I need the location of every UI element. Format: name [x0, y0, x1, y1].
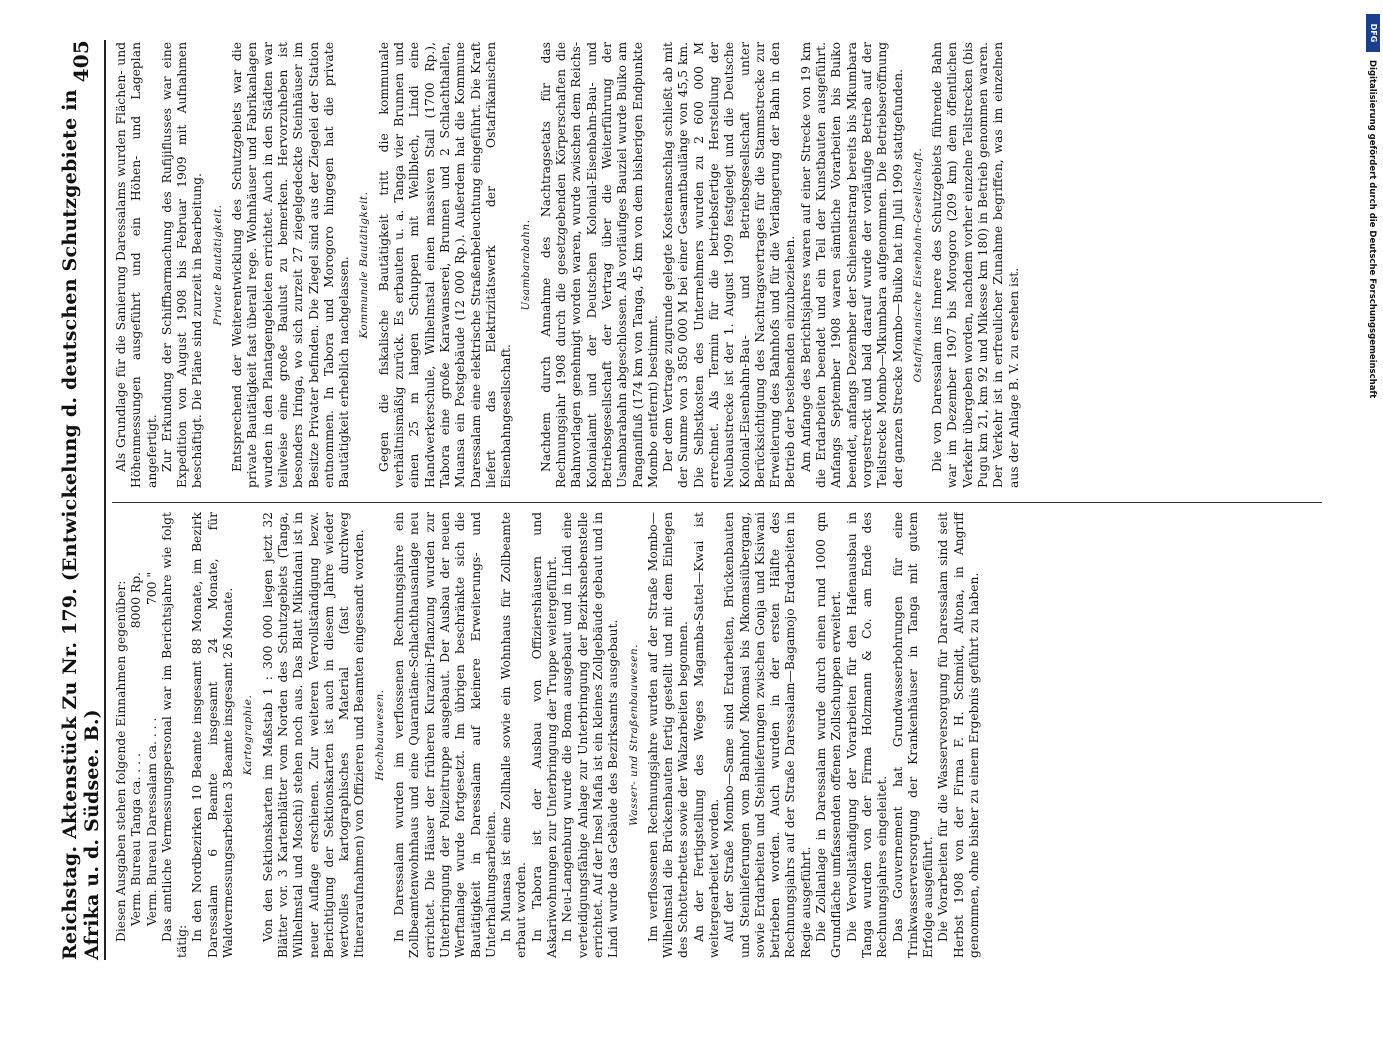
- paragraph: Zur Erkundung der Schiffbarmachung des Rufijiflusses war eine Expedition von August 1908 bis Februar 1909 mit Aufnahmen beschäftigt. Die Pläne sind zurzeit in Bearbeitung.: [159, 42, 205, 488]
- paragraph: Am Anfange des Berichtsjahres waren auf einer Strecke von 19 km die Erdarbeiten beendet und ein Teil der Kunstbauten ausgeführt. Anfangs September 1908 waren sämtliche Vorarbeiten bis Buiko beendet, anfangs Dezember der Schienenstrang bereits bis Mkumbara vorgestreckt und bald darauf wurde der vorläufige Betrieb auf der Teilstrecke Mombo—Mkumbara aufgenommen. Die Betriebseröffnung der ganzen Strecke Mombo—Buiko hat im Juli 1909 stattgefunden.: [798, 42, 905, 488]
- paragraph: Die Vorarbeiten für die Wasserversorgung für Daressalam sind seit Herbst 1908 von der Firma F. H. Schmidt, Altona, in Angriff genommen, ohne bisher zu einem Ergebnis geführt zu haben.: [936, 512, 982, 958]
- paragraph: Die von Daressalam ins Innere des Schutzgebiets führende Bahn war im Dezember 1907 bis Morogoro (209 km) dem öffentlichen Verkehr übergeben worden, nachdem vorher einzelne Teilstrecken (bis Pugu km 21, km 92 und Mikesse km 180) in Betrieb genommen waren. Der Verkehr ist in erfreulicher Zunahme begriffen, was im einzelnen aus der Anlage B. V. zu ersehen ist.: [930, 42, 1021, 488]
- paragraph: Nachdem durch Annahme des Nachtragsetats für das Rechnungsjahr 1908 durch die gesetzgebenden Körperschaften die Bahnvorlagen genehmigt worden waren, wurde zwischen dem Reichs-Kolonialamt und der Deutschen Kolonial-Eisenbahn-Bau- und Betriebsgesellschaft der Vertrag über die Weiterführung der Usambarabahn abgeschlossen. Als vorläufiges Bauziel wurde Buiko am Panganifluß (174 km von Tanga, 45 km von dem bisherigen Endpunkte Mombo entfernt) bestimmt.: [538, 42, 660, 488]
- paragraph: Das amtliche Vermessungspersonal war im Berichtsjahre wie folgt tätig:: [159, 512, 190, 958]
- section-heading: Ostafrikanische Eisenbahn-Gesellschaft.: [911, 147, 924, 383]
- right-column: [114, 42, 1344, 488]
- paragraph: Von den Sektionskarten im Maßstab 1 : 300 000 liegen jetzt 32 Blätter vor. 3 Kartenblätter vom Norden des Schutzgebiets (Tanga, Wilhelmstal und Moschi) stehen noch aus. Das Blatt Mikindani ist in neuer Auflage erschienen. Zur weiteren Vervollständigung bezw. Berichtigung der Sektionskarten ist auch in diesem Jahre wieder wertvolles kartographisches Material (fast durchweg Itineraraufnahmen) von Offizieren und Beamten eingesandt worden.: [260, 512, 367, 958]
- paragraph: In Daressalam wurden im verflossenen Rechnungsjahre ein Zollbeamtenwohnhaus und eine Quarantäne-Schlachthausanlage neu errichtet. Die Häuser der früheren Kurazini-Pflanzung wurden zur Unterbringung der Polizeitruppe ausgebaut. Der Ausbau der neuen Werftanlage wurde fortgesetzt. Im übrigen beschränkte sich die Bautätigkeit in Daressalam auf kleinere Erweiterungs- und Unterhaltungsarbeiten.: [392, 512, 498, 958]
- paragraph: An der Fertigstellung des Weges Magamba-Sattel—Kwai ist weitergearbeitet worden.: [691, 512, 721, 958]
- section-heading: Wasser- und Straßenbauwesen.: [627, 644, 640, 826]
- income-value: 8000 Rp.: [129, 572, 144, 629]
- paragraph: In Muansa ist eine Zollhalle sowie ein Wohnhaus für Zollbeamte erbaut worden.: [499, 512, 529, 958]
- column-separator: [112, 502, 1322, 503]
- paragraph: Entsprechend der Weiterentwicklung des Schutzgebiets war die private Bautätigkeit fast überall rege. Wohnhäuser und Fabrikanlagen wurden in den Plantagengebieten errichtet. Auch in den Städten war teilweise eine große Baulust zu bemerken. Hervorzuheben ist besonders Iringa, wo sich zurzeit 27 ziegelgedeckte Steinhäuser im Besitze Privater befinden. Die Ziegel sind aus der Ziegelei der Station entnommen. In Tabora und Morogoro hingegen hat die private Bautätigkeit erheblich nachgelassen.: [230, 42, 352, 488]
- paragraph: Im verflossenen Rechnungsjahre wurden auf der Straße Mombo—Wilhelmstal die Brückenbauten fertig gestellt und mit dem Einlegen des Schotterbettes sowie der Walzarbeiten begonnen.: [645, 512, 691, 958]
- section-heading: Kartographie.: [242, 694, 255, 776]
- income-row: [129, 512, 144, 958]
- paragraph: In Tabora ist der Ausbau von Offiziershäusern und Askariwohnungen zur Unterbringung der Truppe weitergeführt.: [529, 512, 560, 958]
- section-heading: Hochbauwesen.: [373, 689, 386, 781]
- digitization-credit: [1365, 12, 1379, 992]
- paragraph: Der dem Vertrage zugrunde gelegte Kostenanschlag schließt ab mit der Summe von 3 850 000 M bei einer Gesamtbaulänge von 45,5 km. Die Selbstkosten des Unternehmers wurden zu 2 600 000 M errechnet. Als Termin für die betriebsfertige Herstellung der Neubaustrecke ist der 1. August 1909 festgelegt und die Deutsche Kolonial-Eisenbahn-Bau- und Betriebsgesellschaft unter Berücksichtigung des Nachtragsvertrages für die Stammstrecke zur Erweiterung des Bahnhofs und für die Verlängerung der Bahn in den Betrieb der bestehenden einzubeziehen.: [661, 42, 798, 488]
- running-header: [58, 40, 104, 960]
- page-number: 405: [69, 40, 93, 83]
- left-column: [114, 512, 1344, 958]
- paragraph: In den Nordbezirken 10 Beamte insgesamt 88 Monate, im Bezirk Daressalam 6 Beamte insgesamt 24 Monate, für Waldvermessungsarbeiten 3 Beamte insgesamt 26 Monate.: [190, 512, 236, 958]
- section-heading: Usambarabahn.: [520, 219, 533, 311]
- paragraph: Die Vervollständigung der Vorarbeiten für den Hafenausbau in Tanga wurden von der Firma Holzmann & Co. am Ende des Rechnungsjahres eingeleitet.: [844, 512, 890, 958]
- paragraph: Das Gouvernement hat Grundwasserbohrungen für eine Trinkwasserversorgung der Krankenhäuser in Tanga mit gutem Erfolge ausgeführt.: [890, 512, 936, 958]
- paragraph: Die Zollanlage in Daressalam wurde durch einen rund 1000 qm Grundfläche umfassenden offenen Zollschuppen erweitert.: [814, 512, 844, 958]
- income-value: 700 ": [144, 572, 159, 606]
- paragraph: In Neu-Langenburg wurde die Boma ausgebaut und in Lindi eine verteidigungsfähige Anlage zur Unterbringung der Bezirksnebenstelle errichtet. Auf der Insel Mafia ist ein kleines Zollgebäude gebaut und in Lindi wurde das Gebäude des Bezirksamts ausgebaut.: [560, 512, 621, 958]
- section-heading: Private Bautätigkeit.: [211, 204, 224, 326]
- credit-text: Digitalisierung gefördert durch die Deutsche Forschungsgemeinschaft: [1367, 60, 1377, 399]
- paragraph: Als Grundlage für die Sanierung Daressalams wurden Flächen- und Höhenmessungen ausgeführt und ein Höhen- und Lageplan angefertigt.: [114, 42, 159, 488]
- dfg-logo-text: DFG: [1369, 23, 1378, 43]
- paragraph: Auf der Straße Mombo—Same sind Erdarbeiten, Brückenbauten und Steinlieferungen vom Bahnhof Mkomasi bis Mkomasiübergang, sowie Erdarbeiten und Steinlieferungen zwischen Gonja und Kisiwani betrieben worden. Auch wurden in der ersten Hälfte des Rechnungsjahrs auf der Straße Daressalam—Bagamojo Erdarbeiten in Regie ausgeführt.: [722, 512, 813, 958]
- income-label: Verm. Bureau Tanga ca. . . .: [129, 753, 144, 926]
- income-label: Verm. Bureau Daressalam ca. . . .: [144, 717, 159, 926]
- paragraph: Diesen Ausgaben stehen folgende Einnahmen gegenüber:: [114, 580, 128, 942]
- header-rule: [104, 40, 106, 960]
- income-row: [145, 512, 160, 958]
- header-title: Reichstag. Aktenstück Zu Nr. 179. (Entwickelung d. deutschen Schutzgebiete in Afrika u. d. Südsee. B.): [59, 89, 103, 960]
- paragraph: Gegen die fiskalische Bautätigkeit tritt die kommunale verhältnismäßig zurück. Es erbauten u. a. Tanga vier Brunnen und einen 25 m langen Schuppen mit Wellblech, Lindi eine Handwerkerschule, Wilhelmstal einen massiven Stall (1700 Rp.), Tabora eine große Karawanserei, Brunnen und 2 Schlachthallen, Muansa ein Postgebäude (12 000 Rp.). Außerdem hat die Kommune Daressalam eine elektrische Straßenbeleuchtung eingeführt. Die Kraft liefert das Elektrizitätswerk der Ostafrikanischen Eisenbahngesellschaft.: [376, 42, 514, 488]
- section-heading: Kommunale Bautätigkeit.: [358, 191, 371, 339]
